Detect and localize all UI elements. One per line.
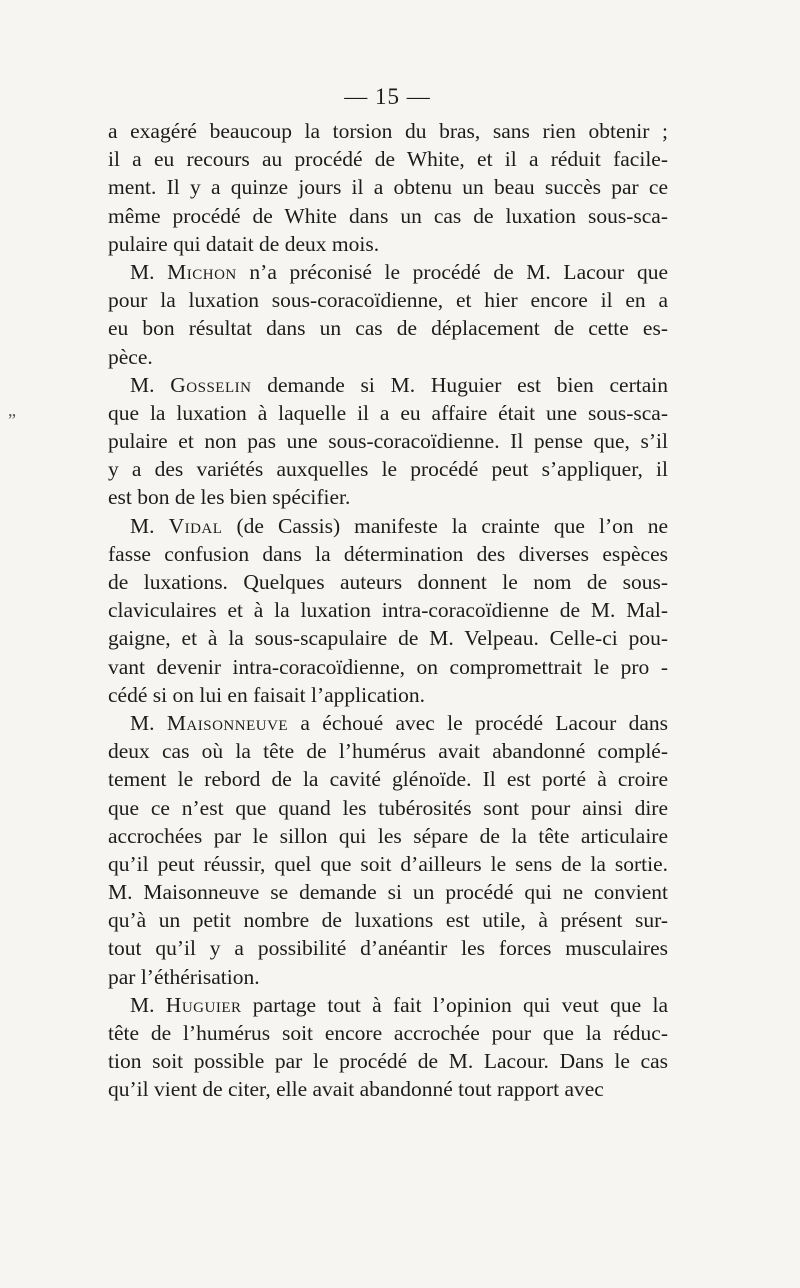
text-run: est bon de les bien spécifier. — [108, 485, 351, 510]
text-run: a exagéré beaucoup la torsion du bras, sans rien obtenir ; — [108, 119, 668, 143]
text-line — [108, 822, 668, 850]
text-run: il a eu recours au procédé de White, et il a réduit facile- — [108, 147, 668, 172]
text-line — [108, 230, 668, 258]
text-run: qu’à un petit nombre de luxations est utile, à présent sur- — [108, 908, 668, 933]
text-run: accrochées par le sillon qui les sépare de la tête articulaire — [108, 823, 668, 848]
paragraph — [108, 371, 668, 512]
paragraph — [108, 258, 668, 371]
text-line — [108, 202, 668, 230]
text-line — [108, 991, 668, 1019]
text-line — [108, 314, 668, 342]
text-line — [108, 906, 668, 934]
text-run: pulaire qui datait de deux mois. — [108, 231, 380, 256]
text-line — [108, 568, 668, 596]
text-line — [108, 371, 668, 399]
text-line — [108, 1075, 668, 1103]
speaker-name: Maisonneuve — [166, 710, 289, 735]
text-run: que la luxation à laquelle il a eu affaire était une sous-sca- — [108, 400, 668, 425]
text-line — [108, 765, 668, 793]
text-run: M. Maisonneuve se demande si un procédé qui ne convient — [108, 880, 668, 905]
text-run: de luxations. Quelques auteurs donnent le nom de sous- — [108, 570, 668, 594]
text-line — [108, 540, 668, 568]
text-line — [108, 934, 668, 962]
text-run: M. — [130, 513, 169, 538]
text-run: pour la luxation sous-coracoïdienne, et hier encore il en a — [108, 288, 668, 313]
text-run: vant devenir intra-coracoïdienne, on compromettrait le pro - — [108, 654, 668, 679]
paragraph — [108, 709, 668, 991]
text-line — [108, 173, 668, 201]
text-run: tout qu’il y a possibilité d’anéantir les forces musculaires — [108, 936, 668, 961]
text-run: (de Cassis) manifeste la crainte que l’on ne — [222, 513, 668, 538]
text-line — [108, 653, 668, 681]
body-text — [108, 117, 668, 1104]
text-line — [108, 624, 668, 652]
text-run: ment. Il y a quinze jours il a obtenu un beau succès par ce — [108, 175, 668, 200]
paragraph — [108, 117, 668, 258]
text-run: n’a préconisé le procédé de M. Lacour que — [236, 259, 668, 284]
text-run: qu’il vient de citer, elle avait abandonné tout rapport avec — [108, 1077, 604, 1102]
speaker-name: Gosselin — [170, 372, 252, 397]
text-line — [108, 512, 668, 540]
text-line — [108, 399, 668, 427]
page-number: — 15 — — [344, 84, 431, 109]
text-line — [108, 596, 668, 624]
text-line — [108, 455, 668, 483]
margin-mark: „ — [8, 400, 16, 420]
text-line — [108, 850, 668, 878]
text-run: a échoué avec le procédé Lacour dans — [288, 710, 668, 735]
text-line — [108, 286, 668, 314]
text-run: M. — [130, 992, 166, 1017]
text-line — [108, 427, 668, 455]
text-line — [108, 737, 668, 765]
text-run: par l’éthérisation. — [108, 964, 260, 989]
text-line — [108, 681, 668, 709]
text-run: tion soit possible par le procédé de M. Lacour. Dans le cas — [108, 1049, 668, 1074]
text-run: y a des variétés auxquelles le procédé peut s’appliquer, il — [108, 457, 668, 482]
text-line — [108, 1019, 668, 1047]
text-run: deux cas où la tête de l’humérus avait abandonné complé- — [108, 739, 668, 764]
text-line — [108, 145, 668, 173]
text-line — [108, 878, 668, 906]
text-line — [108, 343, 668, 371]
text-line — [108, 1047, 668, 1075]
text-line — [108, 794, 668, 822]
paragraph — [108, 991, 668, 1104]
text-run: M. — [130, 259, 168, 284]
text-run: eu bon résultat dans un cas de déplacement de cette es- — [108, 316, 668, 341]
speaker-name: Huguier — [165, 992, 242, 1017]
text-run: cédé si on lui en faisait l’application. — [108, 682, 426, 707]
text-run: tement le rebord de la cavité glénoïde. Il est porté à croire — [108, 767, 668, 792]
text-run: qu’il peut réussir, quel que soit d’ailleurs le sens de la sortie. — [108, 851, 668, 876]
text-line — [108, 117, 668, 145]
text-run: claviculaires et à la luxation intra-coracoïdienne de M. Mal- — [108, 598, 668, 623]
text-run: pulaire et non pas une sous-coracoïdienne. Il pense que, s’il — [108, 429, 668, 454]
text-run: M. — [130, 710, 167, 735]
text-run: demande si M. Huguier est bien certain — [251, 372, 668, 397]
text-run: tête de l’humérus soit encore accrochée pour que la réduc- — [108, 1021, 668, 1045]
text-run: fasse confusion dans la détermination des diverses espèces — [108, 541, 668, 566]
speaker-name: Vidal — [168, 513, 223, 538]
text-run: même procédé de White dans un cas de luxation sous-sca- — [108, 203, 668, 228]
text-line — [108, 258, 668, 286]
paragraph — [108, 512, 668, 709]
text-run: pèce. — [108, 344, 153, 369]
text-line — [108, 709, 668, 737]
text-line — [108, 963, 668, 991]
text-run: M. — [130, 372, 171, 397]
text-line — [108, 483, 668, 511]
text-run: gaigne, et à la sous-scapulaire de M. Velpeau. Celle-ci pou- — [108, 626, 668, 651]
speaker-name: Michon — [167, 259, 237, 284]
text-run: partage tout à fait l’opinion qui veut que la — [241, 992, 668, 1017]
text-run: que ce n’est que quand les tubérosités sont pour ainsi dire — [108, 795, 668, 820]
